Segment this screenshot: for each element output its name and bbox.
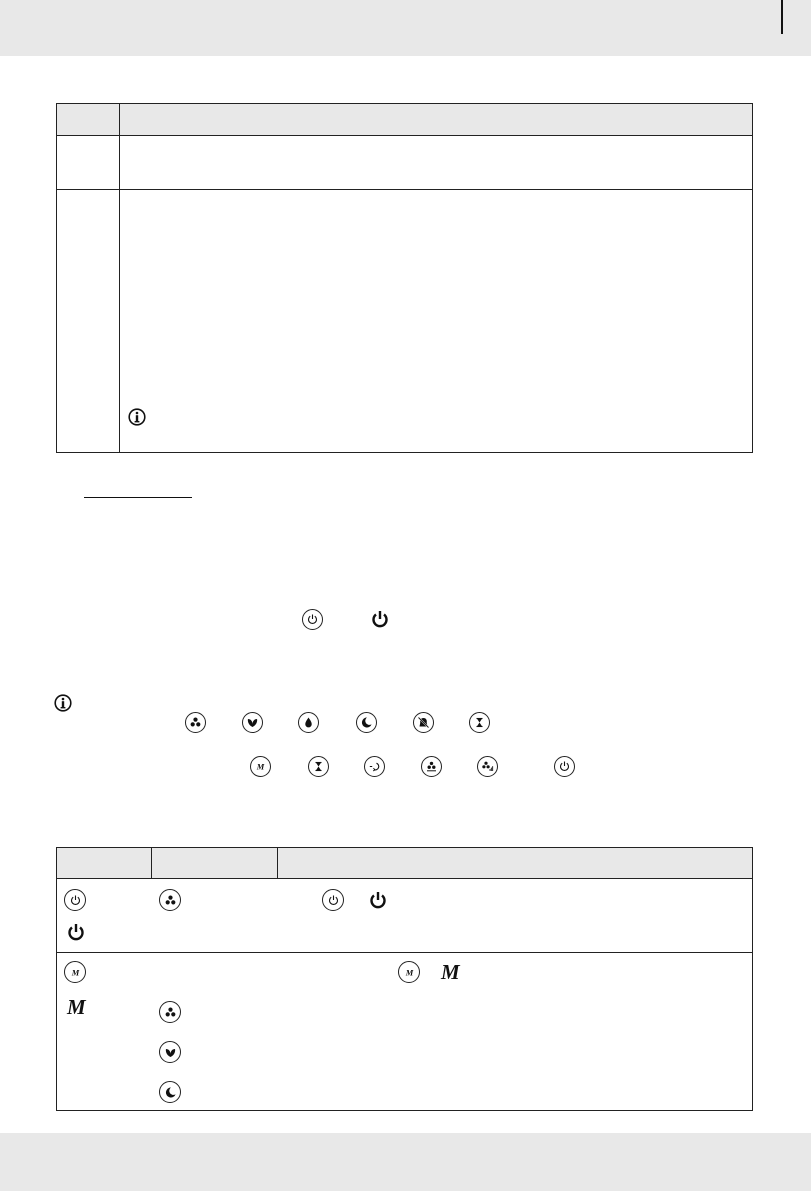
fan-icon	[185, 712, 206, 733]
upper-table-header-cell	[120, 104, 753, 136]
control-table-header-cell	[57, 848, 152, 879]
fan-icon	[159, 1001, 181, 1023]
power-icon	[368, 890, 388, 910]
upper-table-cell	[57, 136, 120, 190]
hourglass-timer-icon	[308, 756, 329, 777]
power-button-icon	[64, 889, 86, 911]
moon-icon	[159, 1081, 181, 1103]
power-button-icon	[302, 609, 323, 630]
info-icon	[54, 694, 72, 712]
control-table-row	[57, 879, 753, 953]
crop-mark	[781, 0, 783, 34]
control-table-header-cell	[152, 848, 278, 879]
control-table-header-cell	[278, 848, 753, 879]
info-icon	[128, 408, 146, 426]
section-heading-underline	[84, 497, 192, 498]
hourglass-timer-icon	[469, 712, 490, 733]
mode-m-icon	[398, 961, 420, 983]
upper-table-cell	[120, 190, 753, 453]
fan-speed-icon	[477, 756, 498, 777]
leaf-icon	[242, 712, 263, 733]
swing-icon	[364, 756, 385, 777]
leaf-icon	[159, 1041, 181, 1063]
power-button-icon	[322, 889, 344, 911]
control-table-header-row	[57, 848, 753, 879]
fan-speed-icon	[421, 756, 442, 777]
bottom-margin-band	[0, 1133, 811, 1191]
upper-table-cell	[57, 190, 120, 453]
light-off-icon	[413, 712, 434, 733]
moon-icon	[356, 712, 377, 733]
power-button-icon	[554, 756, 575, 777]
upper-table-cell	[120, 136, 753, 190]
mode-m-icon	[250, 756, 271, 777]
mode-m-symbol: M	[441, 960, 460, 984]
power-icon	[66, 922, 86, 942]
upper-table-header-row	[57, 104, 753, 136]
svg-text:M: M	[405, 967, 413, 978]
upper-table-header-cell	[57, 104, 120, 136]
control-table-cell	[57, 879, 753, 953]
upper-table	[56, 103, 753, 453]
svg-text:M: M	[71, 967, 79, 978]
water-drop-icon	[298, 712, 319, 733]
fan-icon	[159, 889, 181, 911]
mode-m-icon	[64, 961, 86, 983]
top-margin-band	[0, 0, 811, 56]
upper-table-row	[57, 136, 753, 190]
upper-table-row	[57, 190, 753, 453]
mode-m-symbol: M	[67, 995, 86, 1019]
svg-text:M: M	[256, 761, 265, 772]
power-icon	[370, 609, 390, 629]
